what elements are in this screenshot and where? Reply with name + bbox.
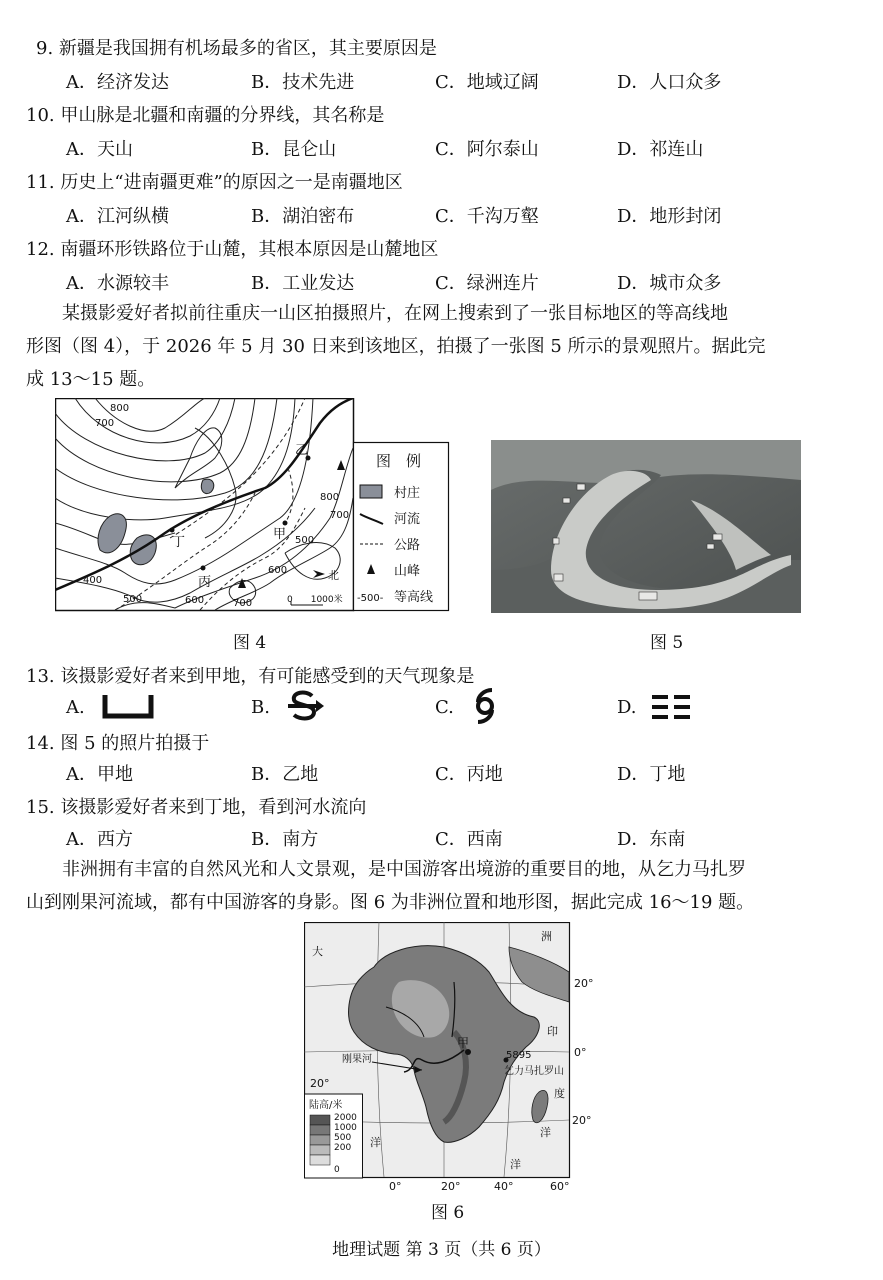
lon-label: 0°: [389, 1180, 402, 1193]
typhoon-symbol-icon: [470, 688, 500, 724]
legend-value: 1000: [334, 1123, 357, 1133]
option-d: D．祁连山: [617, 139, 704, 160]
option-b: B．工业发达: [251, 273, 355, 294]
option-c: C．丙地: [435, 764, 503, 785]
page-footer: 地理试题 第 3 页（共 6 页）: [332, 1240, 551, 1260]
legend-label: 山峰: [394, 564, 421, 579]
figure-6-legend: [305, 1094, 363, 1178]
congo-label: 刚果河: [342, 1054, 372, 1065]
kilimanjaro-label: 乞力马扎罗山: [504, 1066, 564, 1077]
legend-value: 200: [334, 1143, 352, 1153]
lon-label: 20°: [441, 1180, 461, 1193]
ocean-char: 洋: [510, 1158, 521, 1171]
option-d: D．地形封闭: [617, 206, 722, 227]
legend-value: 500: [334, 1133, 352, 1143]
option-c: C．地域辽阔: [435, 72, 539, 93]
scale-bar: [287, 593, 343, 605]
figure-5-photo: [491, 440, 801, 613]
option-d: D.: [617, 697, 637, 718]
figure-4-legend: [354, 443, 449, 611]
question-stem: 12. 南疆环形铁路位于山麓，其根本原因是山麓地区: [26, 239, 439, 260]
legend-title: 图 例: [376, 452, 422, 470]
ocean-char: 洲: [541, 930, 552, 943]
place-label-jia: 甲: [457, 1036, 470, 1050]
legend-value: 0: [334, 1165, 340, 1175]
ocean-char: 度: [554, 1087, 565, 1100]
legend-value: 2000: [334, 1113, 357, 1123]
elevation-label: 5895: [506, 1050, 532, 1061]
question-stem: 13. 该摄影爱好者来到甲地，有可能感受到的天气现象是: [26, 666, 475, 687]
legend-label: 村庄: [394, 486, 421, 501]
place-label-yi: 乙: [295, 443, 309, 458]
lon-label: 40°: [494, 1180, 514, 1193]
option-c: C．西南: [435, 829, 503, 850]
option-a: A．天山: [66, 139, 133, 160]
option-b: B.: [251, 697, 270, 718]
lat-label: 0°: [574, 1046, 587, 1059]
intro-line: 山到刚果河流域，都有中国游客的身影。图 6 为非洲位置和地形图，据此完成 16～19 题。: [26, 892, 755, 913]
place-label-bing: 丙: [198, 575, 212, 590]
option-d: D．城市众多: [617, 273, 722, 294]
figure-4-caption: 图 4: [233, 633, 267, 653]
option-a: A.: [66, 697, 85, 718]
figure-4-contour-map: [55, 398, 455, 620]
option-c: C．绿洲连片: [435, 273, 539, 294]
contour-swatch: -500-: [357, 593, 384, 604]
option-a: A．甲地: [66, 764, 133, 785]
contour-label: 700: [95, 418, 115, 429]
question-stem: 14. 图 5 的照片拍摄于: [26, 733, 210, 754]
contour-label: 800: [320, 492, 340, 503]
legend-label: 等高线: [394, 590, 434, 605]
contour-label: 500: [295, 535, 315, 546]
question-stem: 11. 历史上“进南疆更难”的原因之一是南疆地区: [26, 172, 403, 193]
option-a: A．经济发达: [66, 72, 169, 93]
point-bing: [201, 566, 206, 571]
figure-5-caption: 图 5: [650, 633, 684, 653]
village-swatch: [360, 485, 382, 498]
figure-6-caption: 图 6: [431, 1203, 465, 1223]
option-a: A．水源较丰: [66, 273, 169, 294]
contour-label: 800: [110, 403, 130, 414]
haze-symbol-icon: [652, 693, 692, 721]
intro-line: 形图（图 4），于 2026 年 5 月 30 日来到该地区，拍摄了一张图 5 所示的景观照片。据此完: [26, 336, 766, 357]
option-d: D．丁地: [617, 764, 686, 785]
contour-label: 700: [233, 598, 253, 609]
contour-label: 500: [123, 594, 143, 605]
option-d: D．人口众多: [617, 72, 722, 93]
svg-text:北: 北: [328, 569, 339, 582]
lat-label: 20°: [572, 1114, 592, 1127]
question-stem: 9. 新疆是我国拥有机场最多的省区，其主要原因是: [36, 38, 437, 59]
place-label-ding: 丁: [172, 535, 186, 550]
ocean-char: 大: [312, 945, 323, 958]
option-d: D．东南: [617, 829, 686, 850]
option-b: B．昆仑山: [251, 139, 337, 160]
sandstorm-symbol-icon: [102, 693, 154, 719]
contour-label: 700: [330, 510, 350, 521]
option-b: B．南方: [251, 829, 319, 850]
contour-label: 600: [185, 595, 205, 606]
point-jia: [283, 521, 288, 526]
option-c: C．千沟万壑: [435, 206, 539, 227]
option-a: A．江河纵横: [66, 206, 169, 227]
legend-label: 河流: [394, 512, 421, 527]
place-label-jia: 甲: [273, 527, 287, 542]
legend-title: 陆高/米: [309, 1100, 343, 1111]
intro-line: 某摄影爱好者拟前往重庆一山区拍摄照片，在网上搜索到了一张目标地区的等高线地: [26, 303, 728, 324]
question-stem: 15. 该摄影爱好者来到丁地，看到河水流向: [26, 797, 367, 818]
floating-dust-symbol-icon: [286, 690, 324, 722]
ocean-char: 洋: [370, 1136, 381, 1149]
lat-label: 20°: [310, 1077, 330, 1090]
option-a: A．西方: [66, 829, 133, 850]
contour-label: 400: [83, 575, 103, 586]
point-ding: [170, 528, 175, 533]
intro-line: 非洲拥有丰富的自然风光和人文景观，是中国游客出境游的重要目的地，从乞力马扎罗: [26, 859, 746, 880]
ocean-char: 印: [547, 1025, 558, 1038]
intro-line: 成 13～15 题。: [26, 369, 156, 390]
option-b: B．乙地: [251, 764, 319, 785]
legend-label: 公路: [394, 538, 421, 553]
option-b: B．技术先进: [251, 72, 355, 93]
lat-label: 20°: [574, 977, 594, 990]
figure-6-africa-map: [304, 922, 604, 1194]
option-b: B．湖泊密布: [251, 206, 355, 227]
option-c: C．阿尔泰山: [435, 139, 539, 160]
svg-text:0 1000米: 0 1000米: [287, 595, 343, 605]
ocean-char: 洋: [540, 1126, 551, 1139]
question-stem: 10. 甲山脉是北疆和南疆的分界线，其名称是: [26, 105, 385, 126]
contour-label: 600: [268, 565, 288, 576]
option-c: C.: [435, 697, 454, 718]
lon-label: 60°: [550, 1180, 570, 1193]
